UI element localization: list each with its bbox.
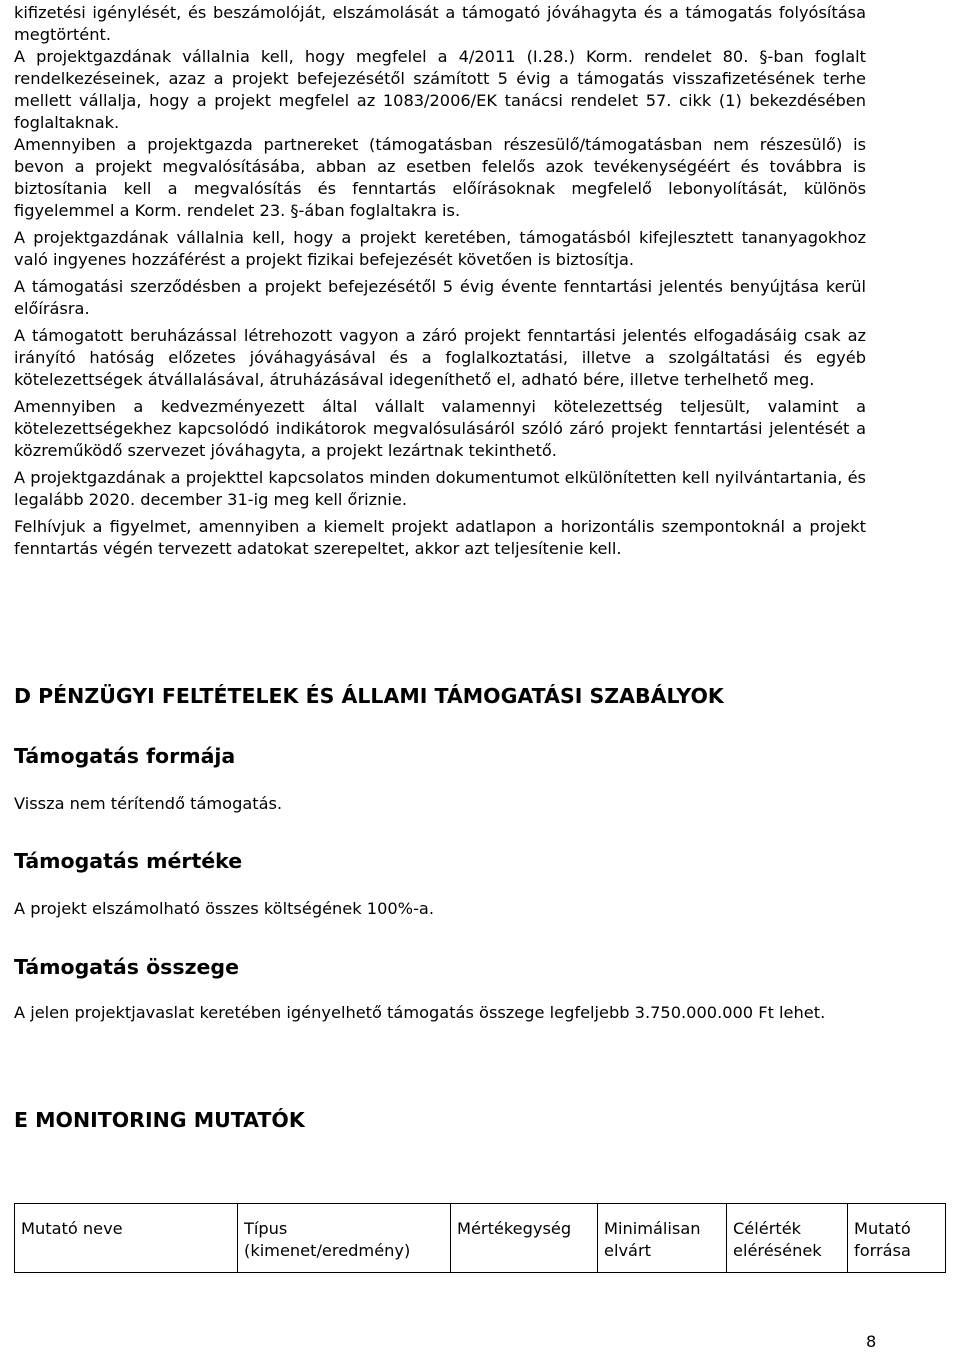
- body-text: [14, 2, 866, 560]
- mertek-heading: Támogatás mértéke: [14, 849, 243, 873]
- paragraph-5: A támogatási szerződésben a projekt befejezésétől 5 évig évente fenntartási jelentés benyújtása kerül előírásra.: [14, 277, 866, 318]
- header-tipus: Típus (kimenet/eredmény): [238, 1204, 451, 1273]
- mertek-text: A projekt elszámolható összes költségének 100%-a.: [14, 899, 434, 918]
- paragraph-9: Felhívjuk a figyelmet, amennyiben a kiemelt projekt adatlapon a horizontális szempontoknál a projekt fenntartás végén tervezett adatokat szerepeltet, akkor azt teljesítenie kell.: [14, 517, 866, 558]
- forma-heading: Támogatás formája: [14, 744, 236, 768]
- paragraph-8: A projektgazdának a projekttel kapcsolatos minden dokumentumot elkülönítetten kell nyilvántartania, és legalább 2020. december 31-ig meg kell őriznie.: [14, 468, 866, 509]
- section-d-title: D PÉNZÜGYI FELTÉTELEK ÉS ÁLLAMI TÁMOGATÁSI SZABÁLYOK: [14, 684, 724, 708]
- osszeg-text: A jelen projektjavaslat keretében igényelhető támogatás összege legfeljebb 3.750.000.000 Ft lehet.: [14, 1003, 826, 1022]
- paragraph-2: A projektgazdának vállalnia kell, hogy megfelel a 4/2011 (I.28.) Korm. rendelet 80. §-ban foglalt rendelkezéseinek, azaz a projekt befejezésétől számított 5 évig a támogatás visszafizetésének terhe mellett vállalja, hogy a projekt megfelel az 1083/2006/EK tanácsi rendelet 57. cikk (1) bekezdésében foglaltaknak.: [14, 47, 866, 132]
- section-e-title: E MONITORING MUTATÓK: [14, 1108, 305, 1132]
- forma-text: Vissza nem térítendő támogatás.: [14, 794, 283, 813]
- paragraph-3: Amennyiben a projektgazda partnereket (támogatásban részesülő/támogatásban nem részesülő) is bevon a projekt megvalósításába, abban az esetben felelős azok tevékenységéért és továbbra is biztosítania kell a megvalósítás és fenntartás előírásoknak megfelelő lebonyolítását, különös figyelemmel a Korm. rendelet 23. §-ában foglaltakra is.: [14, 135, 866, 220]
- page-number: 8: [866, 1332, 877, 1351]
- paragraph-1: kifizetési igénylését, és beszámolóját, elszámolását a támogató jóváhagyta és a támogatás folyósítása megtörtént.: [14, 3, 866, 44]
- header-mutato-neve: Mutató neve: [15, 1204, 238, 1273]
- monitoring-table: [14, 1203, 946, 1273]
- paragraph-4: A projektgazdának vállalnia kell, hogy a projekt keretében, támogatásból kifejlesztett tananyagokhoz való ingyenes hozzáférést a projekt fizikai befejezését követően is biztosítja.: [14, 228, 866, 269]
- paragraph-6: A támogatott beruházással létrehozott vagyon a záró projekt fenntartási jelentés elfogadásáig csak az irányító hatóság előzetes jóváhagyásával és a foglalkoztatási, illetve a szolgáltatási és egyéb kötelezettségek átvállalásával, átruházásával idegeníthető el, adható bére, illetve terhelhető meg.: [14, 326, 866, 389]
- header-minimalisan-elvart: Minimálisan elvárt: [598, 1204, 727, 1273]
- table-header-row: [15, 1204, 946, 1273]
- paragraph-7: Amennyiben a kedvezményezett által vállalt valamennyi kötelezettség teljesült, valamint a kötelezettségekhez kapcsolódó indikátorok megvalósulásáról szóló záró projekt fenntartási jelentését a közreműködő szervezet jóváhagyta, a projekt lezártnak tekinthető.: [14, 397, 866, 460]
- header-mutato-forrasa: Mutató forrása: [848, 1204, 946, 1273]
- header-mertekegyseg: Mértékegység: [451, 1204, 598, 1273]
- osszeg-heading: Támogatás összege: [14, 955, 239, 979]
- header-celertek: Célérték elérésének: [727, 1204, 848, 1273]
